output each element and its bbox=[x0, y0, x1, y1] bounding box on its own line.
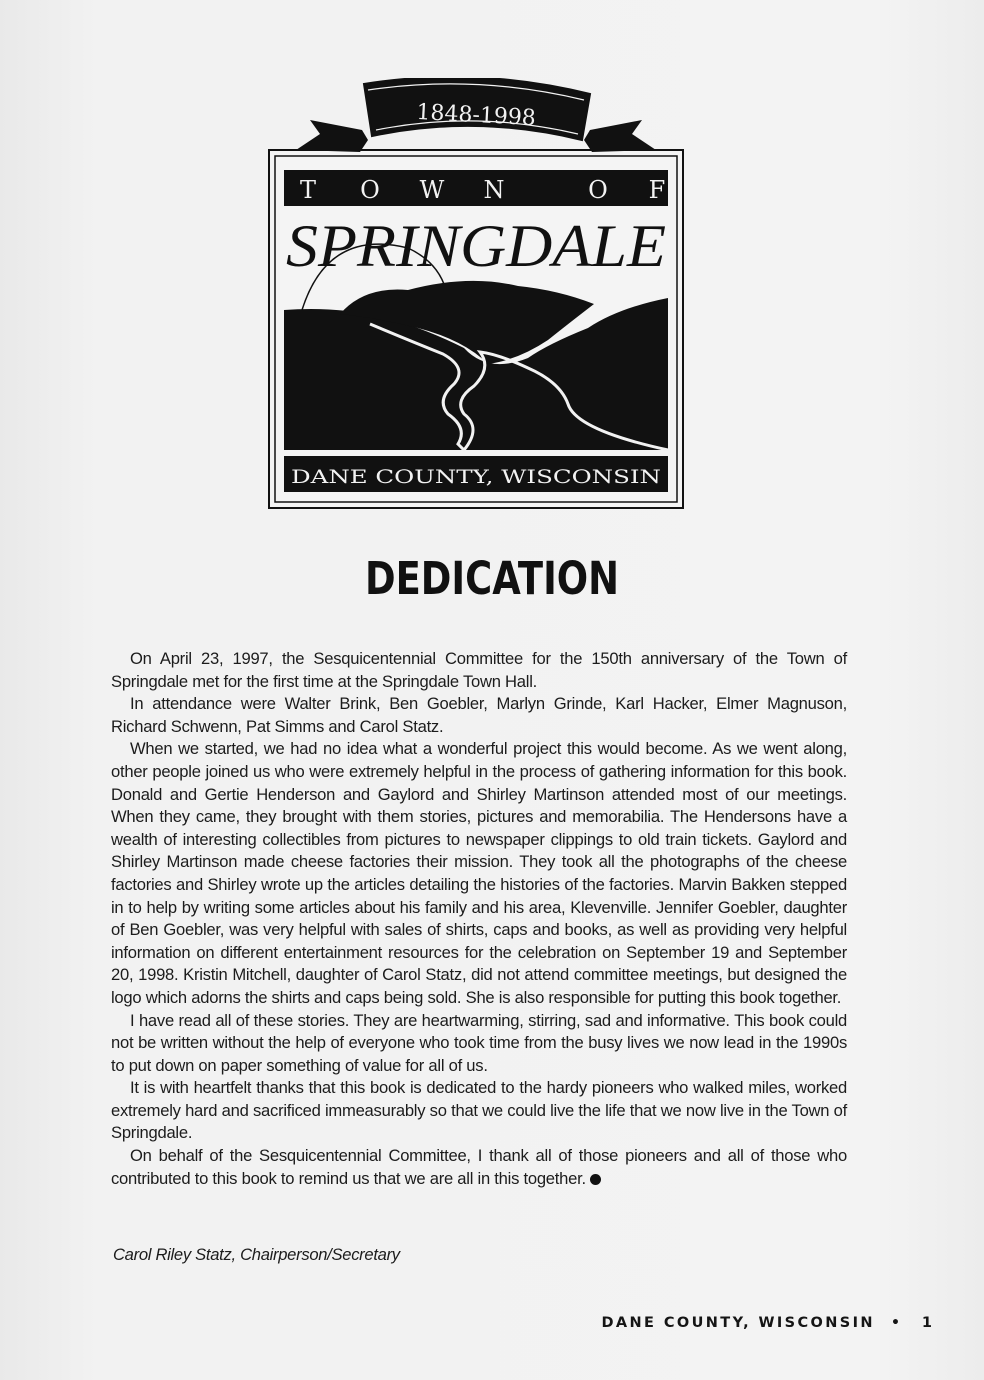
svg-text:F: F bbox=[648, 176, 666, 204]
running-head: DANE COUNTY, WISCONSIN bbox=[601, 1315, 875, 1331]
dedication-body bbox=[111, 648, 847, 1190]
paragraph: It is with heartfelt thanks that this book is dedicated to the hardy pioneers who walked miles, worked extremely hard and sacrificed immeasurably so that we could live the life that we now live in the Town of Springdale. bbox=[111, 1078, 847, 1143]
town-of-springdale-logo bbox=[268, 78, 684, 510]
logo-town-name: SPRINGDALE bbox=[286, 213, 666, 279]
bullet-separator-icon: • bbox=[890, 1315, 900, 1331]
svg-text:O: O bbox=[360, 176, 380, 204]
paragraph: On April 23, 1997, the Sesquicentennial Committee for the 150th anniversary of the Town of Springdale met for the first time at the Springdale Town Hall. bbox=[111, 649, 847, 691]
paragraph: When we started, we had no idea what a wonderful project this would become. As we went along, other people joined us who were extremely helpful in the process of gathering information for this book. Donald and Gertie Henderson and Gaylord and Shirley Martinson attended most of our meetings. When they came, they brought with them stories, pictures and memorabilia. The Hendersons have a wealth of interesting collectibles from pictures to newspaper clippings to old train tickets. Gaylord and Shirley Martinson made cheese factories their mission. They took all the photographs of the cheese factories and Shirley wrote up the articles detailing the histories of the factories. Marvin Bakken stepped in to help by writing some articles about his family and his area, Klevenville. Jennifer Goebler, daughter of Ben Goebler, was very helpful with sales of shirts, caps and books, as well as providing very helpful information on different entertainment resources for the celebration on September 19 and September 20, 1998. Kristin Mitchell, daughter of Carol Statz, did not attend committee meetings, but designed the logo which adorns the shirts and caps being sold. She is also responsible for putting this book together. bbox=[111, 739, 847, 1007]
paragraph-final bbox=[111, 1145, 847, 1190]
end-mark-icon bbox=[590, 1174, 601, 1185]
paragraph: I have read all of these stories. They are heartwarming, stirring, sad and informative. This book could not be written without the help of everyone who took time from the busy lives we now lead in the 1990s to put down on paper something of value for all of us. bbox=[111, 1010, 847, 1075]
page-number: 1 bbox=[921, 1315, 932, 1331]
paragraph-text: On behalf of the Sesquicentennial Committee, I thank all of those pioneers and all of those who contributed to this book to remind us that we are all in this together. bbox=[111, 1146, 847, 1188]
page-title: DEDICATION bbox=[364, 552, 620, 605]
logo-letter: T bbox=[299, 176, 317, 204]
page-footer bbox=[601, 1315, 932, 1331]
logo-years: 1848-1998 bbox=[415, 99, 537, 132]
svg-text:O: O bbox=[588, 176, 608, 204]
logo-county: DANE COUNTY, WISCONSIN bbox=[291, 466, 661, 488]
svg-text:N: N bbox=[483, 176, 505, 204]
paragraph: In attendance were Walter Brink, Ben Goebler, Marlyn Grinde, Karl Hacker, Elmer Magnuson, Richard Schwenn, Pat Simms and Carol Statz. bbox=[111, 694, 847, 736]
signature: Carol Riley Statz, Chairperson/Secretary bbox=[113, 1245, 400, 1264]
svg-text:W: W bbox=[419, 176, 445, 204]
